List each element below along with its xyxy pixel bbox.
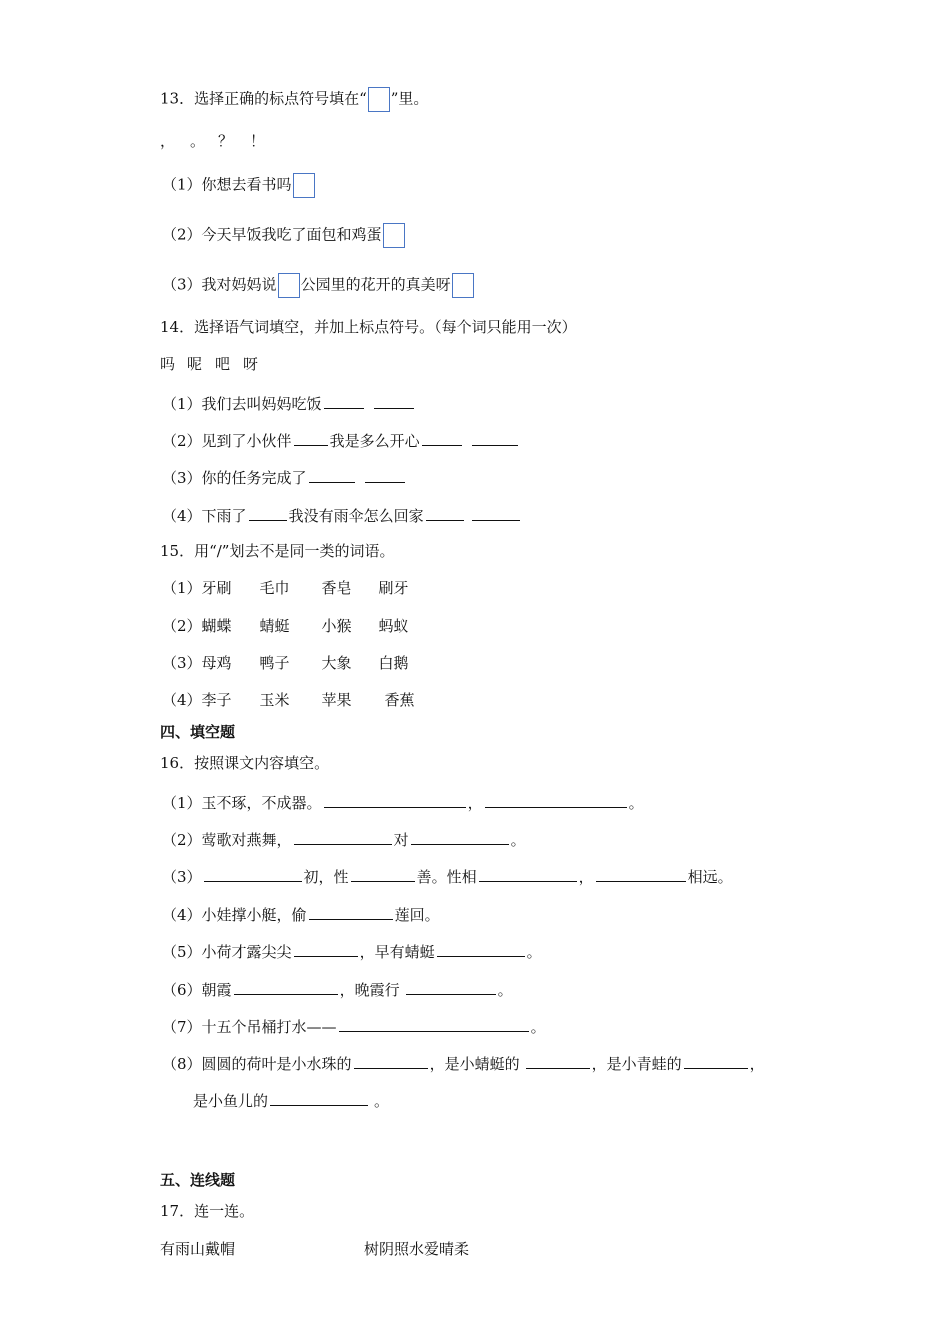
q13-title-box [368,87,390,112]
item-number: （4） [162,906,202,924]
fill-blank[interactable] [437,940,525,957]
item-number: （3） [162,469,202,487]
item-text: 今天早饭我吃了面包和鸡蛋 [201,225,382,244]
q13-item-1 [162,173,316,198]
word[interactable]: 鸭子 [259,654,290,672]
q16-title: 16．按照课文内容填空。 [160,754,330,772]
item-text: 我是多么开心 [329,432,420,450]
answer-box[interactable] [383,223,405,248]
q17-title: 17．连一连。 [160,1202,255,1220]
symbol-period: 。 [190,132,206,150]
item-text: 对 [393,831,409,849]
item-number: （6） [162,981,202,999]
fill-blank[interactable] [339,1015,529,1032]
fill-blank[interactable] [294,940,358,957]
item-text: 。 [497,981,513,999]
fill-blank[interactable] [406,978,496,995]
item-number: （3） [162,868,202,886]
item-number: （2） [162,831,202,849]
section-4-heading: 四、填空题 [160,723,236,741]
q15-item-4 [162,690,415,710]
item-text: 我没有雨伞怎么回家 [288,507,424,525]
item-text: 下雨了 [201,507,247,525]
q13-symbols [160,131,265,151]
item-text: 相远。 [687,868,733,886]
word[interactable]: 蝴蝶 [201,617,232,635]
fill-blank[interactable] [422,429,462,446]
fill-blank[interactable] [309,903,393,920]
fill-blank[interactable] [526,1052,590,1069]
item-number: （1） [162,395,202,413]
item-text: 小娃撑小艇，偷 [201,906,307,924]
item-number: （4） [162,691,202,709]
fill-blank[interactable] [374,392,414,409]
word[interactable]: 大象 [321,654,352,672]
item-number: （1） [162,175,202,194]
item-number: （1） [162,794,202,812]
fill-blank[interactable] [324,392,364,409]
item-text: 。 [374,1092,390,1110]
q16-item-8 [162,1052,765,1074]
item-text: 玉不琢，不成器。 [201,794,322,812]
item-number: （3） [162,275,202,294]
item-number: （7） [162,1018,202,1036]
q16-item-1 [162,791,644,813]
q16-item-5 [162,940,542,962]
answer-box[interactable] [293,173,315,198]
q14-words [160,354,258,374]
fill-blank[interactable] [294,828,392,845]
q15-title: 15．用“/”划去不是同一类的词语。 [160,542,395,560]
item-text: 。 [628,794,644,812]
item-text: 莲回。 [394,906,440,924]
q14-item-4 [162,504,522,526]
word[interactable]: 蜻蜓 [259,617,290,635]
item-text-a: 我对妈妈说 [201,275,277,294]
fill-blank[interactable] [485,791,627,808]
item-text: 见到了小伙伴 [201,432,292,450]
word[interactable]: 母鸡 [201,654,232,672]
item-text: 。 [526,943,542,961]
q13-title-end: ”里。 [390,89,429,108]
item-number: （8） [162,1055,202,1073]
q13-title-text: 13．选择正确的标点符号填在“ [160,89,367,108]
q14-item-1 [162,392,416,414]
fill-blank[interactable] [411,828,509,845]
item-number: （2） [162,225,202,244]
item-number: （1） [162,579,202,597]
word[interactable]: 白鹅 [378,654,409,672]
q16-item-3 [162,865,733,887]
word[interactable]: 香皂 [321,579,352,597]
word[interactable]: 刷牙 [378,579,409,597]
q15-item-2 [162,616,409,636]
word[interactable]: 牙刷 [201,579,232,597]
fill-blank[interactable] [351,865,415,882]
word-ya: 呀 [243,355,259,373]
q14-item-2 [162,429,520,451]
fill-blank[interactable] [472,429,518,446]
fill-blank[interactable] [294,429,328,446]
fill-blank[interactable] [354,1052,428,1069]
item-number: （3） [162,654,202,672]
item-number: （2） [162,432,202,450]
word-ba: 吧 [215,355,231,373]
q16-item-7 [162,1015,546,1037]
fill-blank[interactable] [249,504,287,521]
q13-item-3 [162,273,475,298]
q13-title [160,87,428,112]
item-text: 圆圆的荷叶是小水珠的 [201,1055,352,1073]
word[interactable]: 李子 [201,691,232,709]
word[interactable]: 苹果 [321,691,352,709]
fill-blank[interactable] [324,791,466,808]
item-text: 小荷才露尖尖 [201,943,292,961]
fill-blank[interactable] [596,865,686,882]
item-text: ，是小蜻蜓的 [429,1055,520,1073]
item-number: （5） [162,943,202,961]
q16-item-4 [162,903,440,925]
word[interactable]: 玉米 [259,691,290,709]
fill-blank[interactable] [204,865,302,882]
symbol-comma: ， [160,132,176,150]
item-text: ，晚霞行 [339,981,400,999]
item-text: ，是小青蛙的 [591,1055,682,1073]
q15-item-3 [162,653,409,673]
item-text: ，早有蜻蜓 [359,943,435,961]
item-text: 你想去看书吗 [201,175,292,194]
word[interactable]: 毛巾 [259,579,290,597]
item-text: 善。性相 [416,868,477,886]
word[interactable]: 小猴 [321,617,352,635]
item-number: （4） [162,507,202,525]
q17-match-left[interactable]: 有雨山戴帽 [160,1240,236,1258]
item-text: 。 [530,1018,546,1036]
fill-blank[interactable] [426,504,464,521]
fill-blank[interactable] [684,1052,748,1069]
q14-title: 14．选择语气词填空，并加上标点符号。（每个词只能用一次） [160,318,577,336]
word[interactable]: 蚂蚁 [378,617,409,635]
q14-item-3 [162,466,407,488]
symbol-exclamation: ！ [250,132,266,150]
fill-blank[interactable] [472,504,520,521]
answer-box[interactable] [452,273,474,298]
q16-item-6 [162,978,513,1000]
item-text: ， [467,794,483,812]
section-5-heading: 五、连线题 [160,1171,236,1189]
word-ne: 呢 [187,355,203,373]
item-text: 。 [510,831,526,849]
q16-item-8-continued [193,1089,389,1111]
item-text: 你的任务完成了 [201,469,307,487]
item-text: 我们去叫妈妈吃饭 [201,395,322,413]
symbol-question: ？ [218,132,234,150]
q15-item-1 [162,578,409,598]
q13-item-2 [162,223,406,248]
word-ma: 吗 [160,355,176,373]
item-number: （2） [162,617,202,635]
item-text-b: 公园里的花开的真美呀 [300,275,451,294]
item-text: 初，性 [303,868,349,886]
item-text: ， [749,1055,765,1073]
word[interactable]: 香蕉 [384,691,415,709]
q17-match-right[interactable]: 树阴照水爱晴柔 [364,1240,470,1258]
item-text: ， [578,868,594,886]
fill-blank[interactable] [479,865,577,882]
fill-blank[interactable] [234,978,338,995]
fill-blank[interactable] [365,466,405,483]
q16-item-2 [162,828,526,850]
item-text: 莺歌对燕舞， [201,831,292,849]
item-text: 是小鱼儿的 [193,1092,269,1110]
answer-box[interactable] [278,273,300,298]
item-text: 十五个吊桶打水—— [201,1018,337,1036]
fill-blank[interactable] [309,466,355,483]
item-text: 朝霞 [201,981,232,999]
fill-blank[interactable] [270,1089,368,1106]
